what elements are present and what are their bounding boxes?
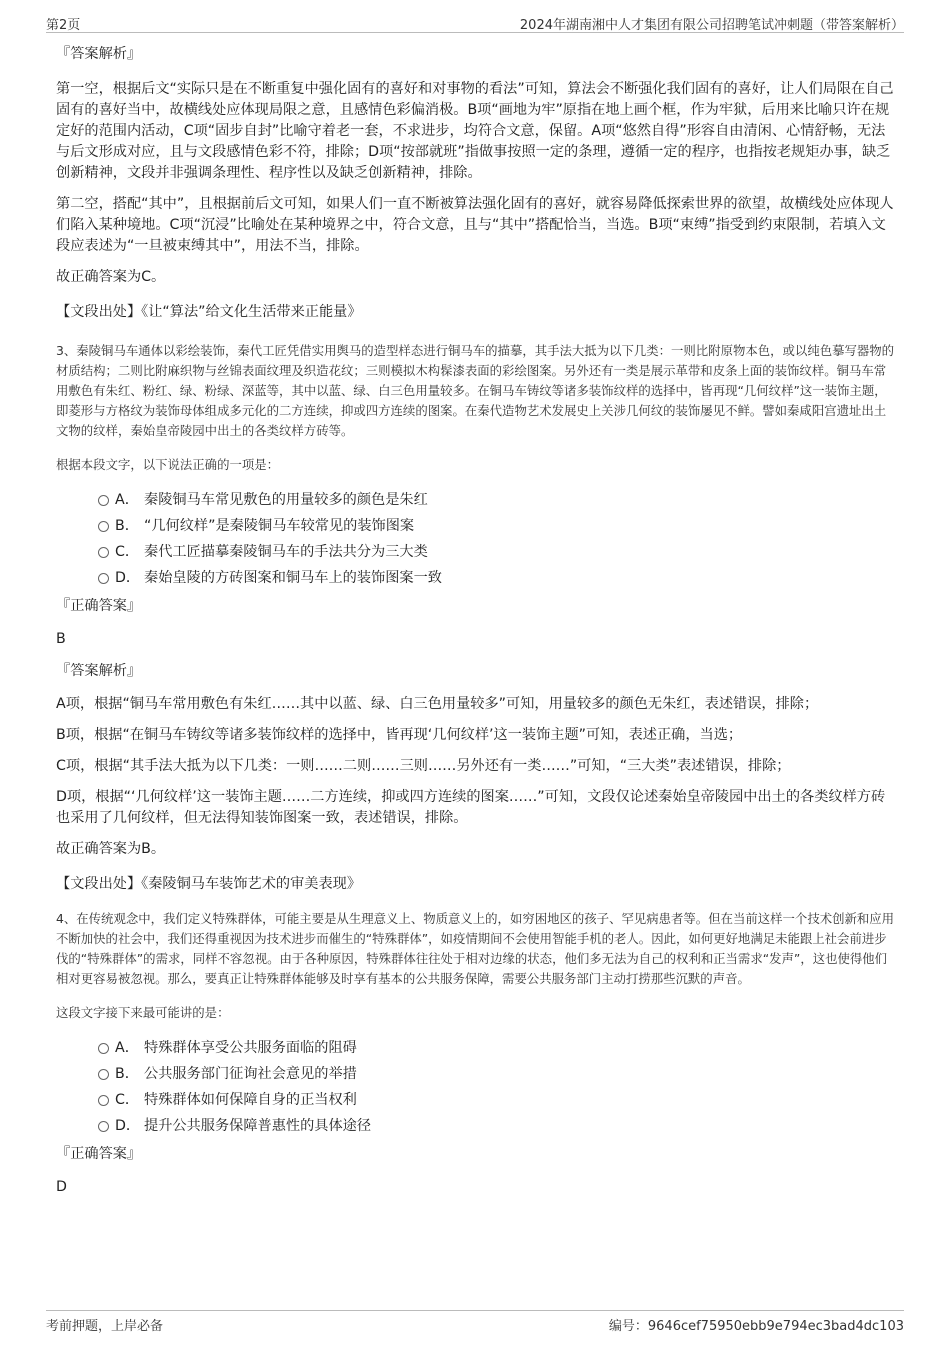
radio-icon[interactable] — [98, 547, 109, 558]
page-footer — [46, 1310, 904, 1333]
q3-conclusion: 故正确答案为B。 — [56, 840, 166, 857]
q2-conclusion: 故正确答案为C。 — [56, 269, 166, 285]
option-text: 公共服务部门征询社会意见的举措 — [144, 1066, 357, 1083]
option-letter: D． — [115, 1118, 141, 1135]
q4-option-b[interactable] — [98, 1061, 896, 1087]
option-letter: A． — [115, 492, 139, 509]
page-number: 第2页 — [46, 18, 81, 33]
option-letter: B． — [115, 1066, 139, 1083]
q3-option-c[interactable] — [98, 539, 896, 565]
q3-options — [98, 487, 896, 591]
radio-icon[interactable] — [98, 521, 109, 532]
q2-source: 【文段出处】《让“算法”给文化生活带来正能量》 — [56, 304, 362, 320]
q3-question: 根据本段文字，以下说法正确的一项是： — [56, 457, 280, 472]
radio-icon[interactable] — [98, 573, 109, 584]
q3-analysis-d: D项，根据“‘几何纹样’这一装饰主题……二方连续，抑或四方连续的图案……”可知，文段仅论述秦始皇帝陵园中出土的各类纹样方砖也采用了几何纹样，但无法得知装饰图案一致，表述错误，排除。 — [56, 788, 886, 826]
radio-icon[interactable] — [98, 1095, 109, 1106]
q4-passage: 4、在传统观念中，我们定义特殊群体，可能主要是从生理意义上、物质意义上的，如穷困地区的孩子、罕见病患者等。但在当前这样一个技术创新和应用不断加快的社会中，我们还得重视因为技术进步而催生的“特殊群体”，如疫情期间不会使用智能手机的老人。因此，如何更好地满足未能跟上社会前进步伐的“特殊群体”的需求，同样不容忽视。由于各种原因，特殊群体往往处于相对边缘的状态，他们多无法为自己的权利和正当需求“发声”，这也使得他们相对更容易被忽视。那么，要真正让特殊群体能够及时享有基本的公共服务保障，需要公共服务部门主动打捞那些沉默的声音。 — [56, 910, 895, 986]
document-serial: 编号：9646cef75950ebb9e794ec3bad4dc103 — [608, 1319, 904, 1334]
option-text: 特殊群体如何保障自身的正当权利 — [144, 1092, 357, 1109]
q3-passage: 3、秦陵铜马车通体以彩绘装饰，秦代工匠凭借实用舆马的造型样态进行铜马车的描摹，其手法大抵为以下几类：一则比附原物本色，或以纯色摹写器物的材质结构；二则比附麻织物与丝锦表面纹理及织造花纹；三则模拟木构髹漆表面的彩绘图案。另外还有一类是展示革带和皮条上面的装饰纹样。铜马车常用敷色有朱红、粉红、绿、粉绿、深蓝等，其中以蓝、绿、白三色用量较多。在铜马车铸纹等诸多装饰纹样的选择中，皆再现“几何纹样”这一装饰主题，即菱形与方格纹为装饰母体组成多元化的二方连续，抑或四方连续的图案。在秦代造物艺术发展史上关涉几何纹的装饰屡见不鲜。譬如秦咸阳宫遗址出土文物的纹样，秦始皇帝陵园中出土的各类纹样方砖等。 — [56, 343, 895, 438]
q4-option-c[interactable] — [98, 1087, 896, 1113]
option-text: 特殊群体享受公共服务面临的阻碍 — [144, 1040, 357, 1057]
q3-correct-answer: B — [56, 630, 66, 647]
option-text: 秦始皇陵的方砖图案和铜马车上的装饰图案一致 — [144, 570, 442, 587]
option-text: 提升公共服务保障普惠性的具体途径 — [144, 1118, 372, 1135]
q2-analysis-paragraph-1: 第一空，根据后文“实际只是在不断重复中强化固有的喜好和对事物的看法”可知，算法会不断强化我们固有的喜好，让人们局限在自己固有的喜好当中，故横线处应体现局限之意，且感情色彩偏消极。B项“画地为牢”原指在地上画个框，作为牢狱，后用来比喻只许在规定好的范围内活动，C项“固步自封”比喻守着老一套，不求进步，均符合文意，保留。A项“悠然自得”形容自由清闲、心情舒畅，无法与后文形成对应，且与文段感情色彩不符，排除；D项“按部就班”指做事按照一定的条理，遵循一定的程序，也指按老规矩办事，缺乏创新精神，文段并非强调条理性、程序性以及缺乏创新精神，排除。 — [56, 81, 894, 181]
q4-question: 这段文字接下来最可能讲的是： — [56, 1004, 230, 1020]
radio-icon[interactable] — [98, 1043, 109, 1054]
q2-analysis-paragraph-2: 第二空，搭配“其中”，且根据前后文可知，如果人们一直不断被算法强化固有的喜好，就容易降低探索世界的欲望，故横线处应体现人们陷入某种境地。C项“沉浸”比喻处在某种境界之中，符合文意，且与“其中”搭配恰当，当选。B项“束缚”指受到约束限制，若填入文段应表述为“一旦被束缚其中”，用法不当，排除。 — [56, 196, 894, 254]
q3-source: 【文段出处】《秦陵铜马车装饰艺术的审美表现》 — [56, 875, 362, 892]
q3-correct-label: 『正确答案』 — [56, 598, 142, 615]
option-letter: B． — [115, 518, 139, 535]
footer-slogan: 考前押题，上岸必备 — [46, 1319, 164, 1334]
document-title: 2024年湖南湘中人才集团有限公司招聘笔试冲刺题（带答案解析） — [519, 18, 904, 33]
option-letter: D． — [115, 570, 141, 587]
q4-correct-label: 『正确答案』 — [56, 1146, 142, 1163]
q4-options — [98, 1035, 896, 1139]
q4-correct-answer: D — [56, 1178, 67, 1195]
option-text: 秦代工匠描摹秦陵铜马车的手法共分为三大类 — [144, 544, 428, 561]
option-letter: C． — [115, 1092, 140, 1109]
option-letter: C． — [115, 544, 140, 561]
q3-analysis-label: 『答案解析』 — [56, 662, 142, 679]
q3-option-a[interactable] — [98, 487, 896, 513]
radio-icon[interactable] — [98, 1069, 109, 1080]
radio-icon[interactable] — [98, 1121, 109, 1132]
option-text: 秦陵铜马车常见敷色的用量较多的颜色是朱红 — [144, 492, 428, 509]
page-header — [46, 12, 904, 33]
option-text: “几何纹样”是秦陵铜马车较常见的装饰图案 — [144, 518, 415, 535]
main-content — [56, 44, 896, 1210]
radio-icon[interactable] — [98, 495, 109, 506]
q3-option-d[interactable] — [98, 565, 896, 591]
q4-option-d[interactable] — [98, 1113, 896, 1139]
q3-analysis-c: C项，根据“其手法大抵为以下几类：一则……二则……三则……另外还有一类……”可知，“三大类”表述错误，排除； — [56, 757, 791, 774]
q3-analysis-a: A项，根据“铜马车常用敷色有朱红……其中以蓝、绿、白三色用量较多”可知，用量较多的颜色无朱红，表述错误，排除； — [56, 695, 819, 712]
q4-option-a[interactable] — [98, 1035, 896, 1061]
option-letter: A． — [115, 1040, 139, 1057]
q3-option-b[interactable] — [98, 513, 896, 539]
q2-analysis-label: 『答案解析』 — [56, 46, 142, 62]
q3-analysis-b: B项，根据“在铜马车铸纹等诸多装饰纹样的选择中，皆再现‘几何纹样’这一装饰主题”可知，表述正确，当选； — [56, 726, 743, 743]
